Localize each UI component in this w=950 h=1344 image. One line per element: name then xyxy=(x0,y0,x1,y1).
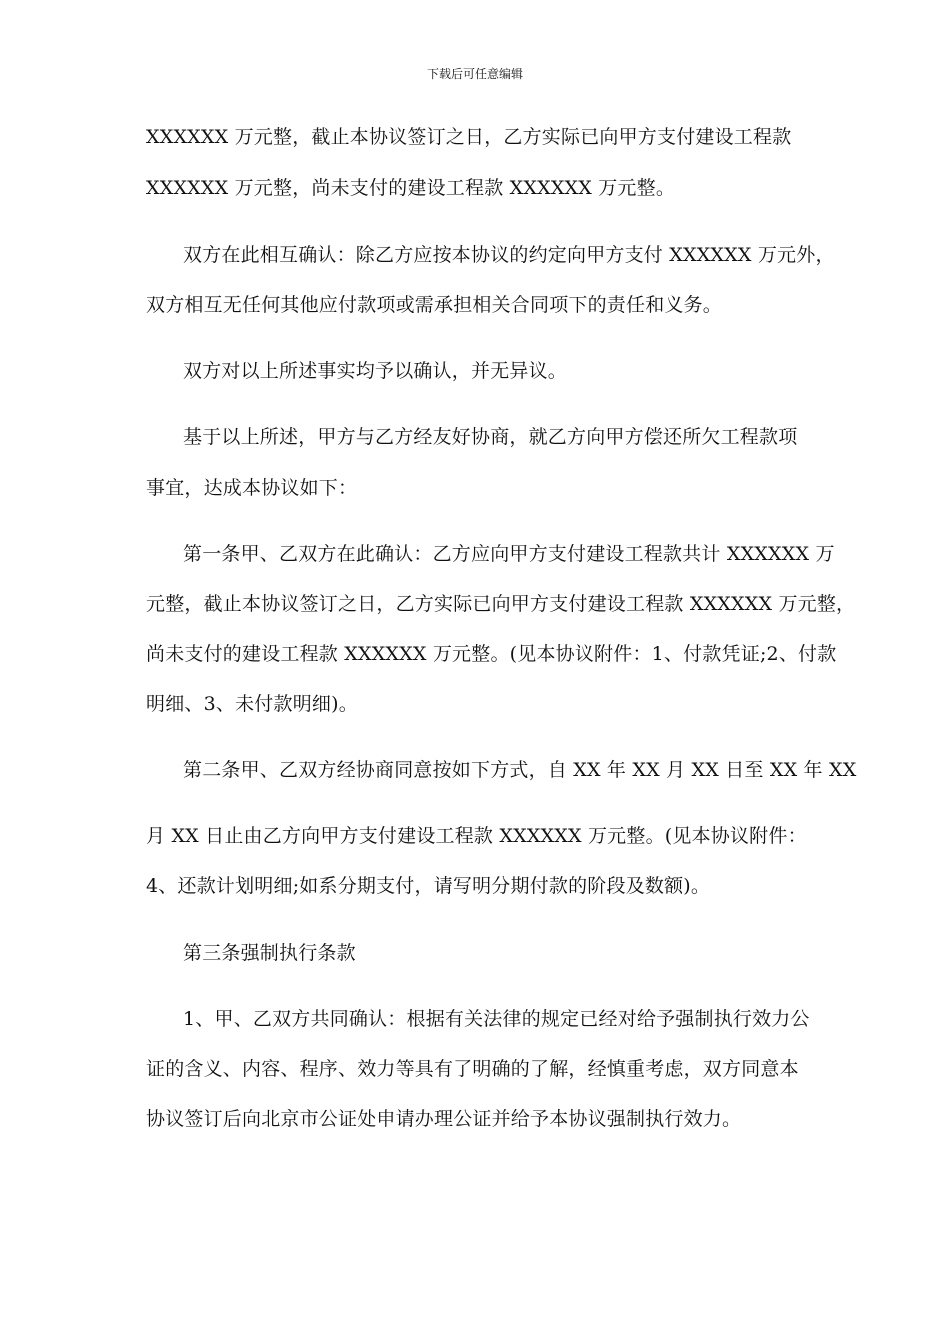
text-line: 月 XX 日止由乙方向甲方支付建设工程款 XXXXXX 万元整。(见本协议附件： xyxy=(146,825,807,847)
text-line: 协议签订后向北京市公证处申请办理公证并给予本协议强制执行效力。 xyxy=(146,1108,742,1130)
paragraph-first-line: 双方在此相互确认：除乙方应按本协议的约定向甲方支付 XXXXXX 万元外， xyxy=(183,244,835,266)
article-3-heading: 第三条强制执行条款 xyxy=(183,942,356,964)
paragraph-first-line: 基于以上所述，甲方与乙方经友好协商，就乙方向甲方偿还所欠工程款项 xyxy=(183,426,798,448)
clause-1-first-line: 1、甲、乙双方共同确认：根据有关法律的规定已经对给予强制执行效力公 xyxy=(183,1008,810,1030)
page-header: 下载后可任意编辑 xyxy=(426,67,523,81)
text-line: 4、还款计划明细;如系分期支付，请写明分期付款的阶段及数额)。 xyxy=(146,875,711,897)
text-line: XXXXXX 万元整，尚未支付的建设工程款 XXXXXX 万元整。 xyxy=(146,177,676,199)
article-2-first-line: 第二条甲、乙双方经协商同意按如下方式，自 XX 年 XX 月 XX 日至 XX 年 XX xyxy=(183,759,857,781)
text-line: 元整，截止本协议签订之日，乙方实际已向甲方支付建设工程款 XXXXXX 万元整， xyxy=(146,593,856,615)
text-line: 明细、3、未付款明细)。 xyxy=(146,693,358,715)
article-1-first-line: 第一条甲、乙双方在此确认：乙方应向甲方支付建设工程款共计 XXXXXX 万 xyxy=(183,543,835,565)
text-line: 事宜，达成本协议如下： xyxy=(146,477,358,499)
text-line: 证的含义、内容、程序、效力等具有了明确的了解，经慎重考虑，双方同意本 xyxy=(146,1058,799,1080)
text-line: 双方相互无任何其他应付款项或需承担相关合同项下的责任和义务。 xyxy=(146,294,723,316)
paragraph-first-line: 双方对以上所述事实均予以确认，并无异议。 xyxy=(183,360,568,382)
text-line: XXXXXX 万元整，截止本协议签订之日，乙方实际已向甲方支付建设工程款 xyxy=(146,126,792,148)
text-line: 尚未支付的建设工程款 XXXXXX 万元整。(见本协议附件：1、付款凭证;2、付款 xyxy=(146,643,837,665)
